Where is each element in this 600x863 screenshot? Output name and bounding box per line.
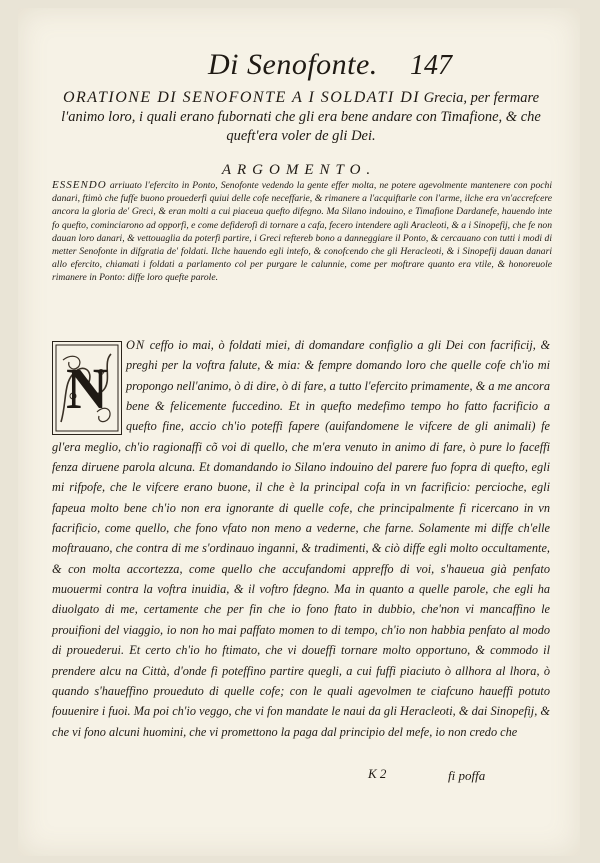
argument-heading: ARGOMENTO. [221, 162, 377, 178]
drop-initial-letter: N [66, 356, 108, 421]
page-footer [18, 766, 580, 786]
signature-mark: K 2 [368, 766, 387, 781]
book-page [18, 8, 580, 856]
catchword: fi poffa [448, 768, 486, 783]
initial-spacer [52, 335, 126, 435]
argument-paragraph [52, 179, 552, 285]
oration-title-caps: ORATIONE DI SENOFONTE A I SOLDATI DI [62, 89, 421, 106]
page-header [18, 48, 580, 88]
oration-body-text: ceffo io mai, ò foldati miei, di domandare configlio a gli Dei con facrificij, & preghi per la voftra falute, & mia: & fempre domando loro che quelle cofe ch'io mi propongo nell'animo, ò di dire, ò di fare, a tutto l'efercito primamente, & a me ancora bene & felicemente fuccedino. Et in quefto medefimo tempo ho fatto facrificio a quefto fine, accio ch'io poteffi fapere (auifandomene le vifcere de gli animali) fe gl'era meglio, ch'io ragionaffi cõ voi di quello, che m'era venuto in animo di fare, ò pure lo faceffi fenza diruene parola alcuna. Et domandando io Silano indouino del parere fuo fopra di quefto, egli mi rifpofe, che le vifcere erano buone, il che è la principal cofa in vn facrificio: percioche, egli fapeua molto bene ch'io non era ignorante di quelle cofe, che principalmente fi ricercano in vn facrificio, come quello, che fono vfato non meno a vederne, che farne. Solamente mi diffe ch'elle moftrauano, che contra di me s'ordinauo inganni, & tradimenti, & ciò diffe egli molto occultamente, & con molta accortezza, come quello che accufandomi appreffo di voi, s'haueua già penfato muouermi contra la voftra inuidia, & il voftro fdegno. Ma in quanto a quelle parole, che egli ha diuolgato di me, certamente che per fin che io fono ftato in dubbio, che'non vi mancaffino le prouifioni del viaggio, io non ho mai paffato momen to di tempo, ch'io non habbia penfato al modo di prouederui. Et certo ch'io ho ftimato, che vi doueffi tornare molto opportuno, & commodo il prendere alcu na Città, d'onde fi poteffino partire quegli, a cui fuffi piaciuto ò allhora al lhora, ò quando s'haueffino proueduto di quelle cofe; con le quali agevolmen te ciafcuno haueffi potuto fouuenire i fuoi. Ma poi ch'io veggo, che vi fon mandate le naui da gli Heracleoti, & dai Sinopefij, & che vi fono alcuni huomini, che vi promettono la paga dal principio del mefe, io non credo che [52, 338, 551, 739]
running-title: Di Senofonte. [208, 48, 378, 81]
page-number: 147 [410, 50, 452, 81]
opening-letters: ON [126, 338, 146, 352]
oration-body [52, 335, 550, 742]
argument-text: arriuato l'efercito in Ponto, Senofonte vedendo la gente effer molta, ne potere agevolmente mantenere con pochi danari, ftimò che fuffe buono prouederfi quiui delle cofe neceffarie, & rimanere a l'acquiftarle con l'arme, ilche era vn'accrefcere ancora la gloria de' Greci, & eran molti a cui piaceua quefto difegno. Ma Silano indouino, e Timafione Dardanefe, hauendo inte fo quefto, cominciarono ad opporfi, e come defiderofi di tornare a cafa, fecero intendere agli Aracleoti, & a i Sinopefij, che fe non dauan loro danari, & vettouaglia da poterfi partire, i Greci reftereb bono a danneggiare il Ponto, & cercauano con tutti i modi di metter Senofonte in difgratia de' foldati. Ilche hauendo egli intefo, & conofcendo che gli Heracleoti, & i Sinopefij dauan danari allo efercito, chiamati i foldati a parlamento col per purgare le calunnie, come per moftrare quanto era vtile, & honoreuole rimanere in Ponto: diffe loro quefte parole. [52, 180, 552, 284]
oration-title [56, 88, 546, 146]
oration-title-rest: Grecia, per fermare l'animo loro, i quali erano fubornati che gli era bene andare con Timafione, & che queft'era voler de gli Dei. [61, 90, 541, 144]
argument-first-word: ESSENDO [52, 179, 107, 191]
